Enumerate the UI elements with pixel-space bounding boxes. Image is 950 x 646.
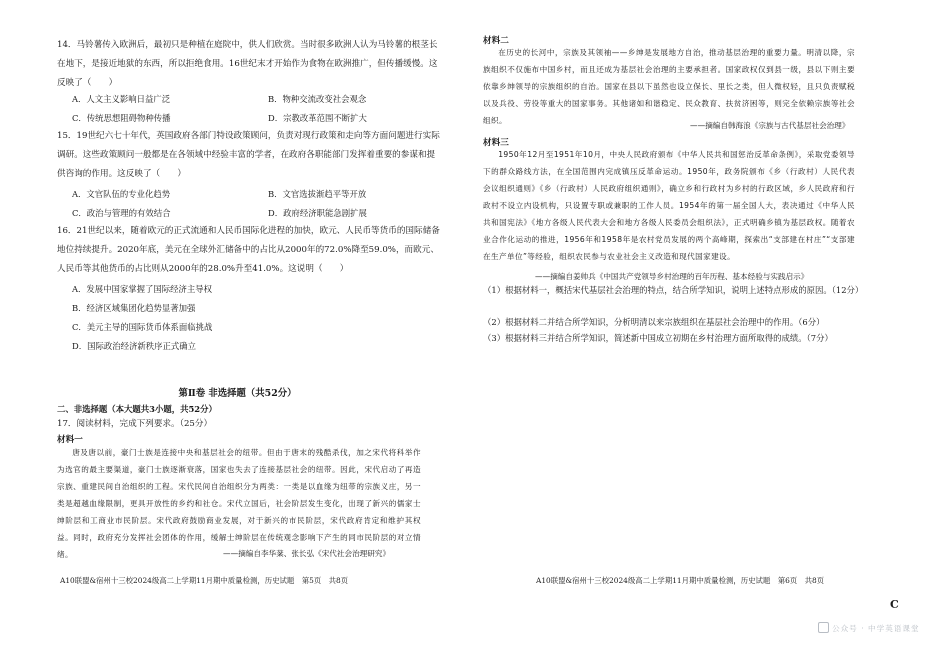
page-5-footer: A10联盟&宿州十三校2024级高二上学期11月期中质量检测，历史试题 第5页 共8页 [60, 576, 349, 585]
corner-letter: C [890, 598, 899, 611]
question-16-option-d: D．国际政治经济新秩序正式确立 [72, 341, 196, 351]
question-15-stem: 15．19世纪六七十年代，英国政府各部门特设政策顾问，负责对现行政策和走向等方面问题进行实际调研。这些政策顾问一般都是在各领域中经验丰富的学者，在政府各职能部门发挥着重要的参谋和提供咨询的作用。这反映了（ ） [57, 131, 440, 179]
material-2-label: 材料二 [483, 36, 509, 46]
question-15-option-d: D．政府经济职能急剧扩展 [268, 208, 367, 218]
part-2-heading: 二、非选择题（本大题共3小题，共52分） [57, 404, 217, 414]
wechat-icon [818, 622, 829, 633]
material-3-source: ——摘编自姜帅兵《中国共产党领导乡村治理的百年历程、基本经验与实践启示》 [535, 272, 809, 281]
material-2-source: ——摘编自韩海浪《宗族与古代基层社会治理》 [690, 121, 850, 130]
page-6-footer: A10联盟&宿州十三校2024级高二上学期11月期中质量检测，历史试题 第6页 共8页 [536, 576, 825, 585]
question-16-option-b: B．经济区域集团化趋势显著加强 [72, 303, 196, 313]
question-17-stem: 17．阅读材料，完成下列要求。（25分） [57, 419, 213, 429]
watermark [818, 622, 920, 634]
question-14-stem: 14．马铃薯传入欧洲后，最初只是种植在庭院中，供人们欣赏。当时很多欧洲人认为马铃薯的根茎长在地下，是接近地狱的东西，所以拒绝食用。16世纪末才开始作为食物在欧洲推广，但传播缓慢。这反映了（ ） [57, 40, 438, 88]
watermark-text: 公众号 · 中学英语课堂 [832, 624, 920, 633]
sub-question-2: （2）根据材料二并结合所学知识，分析明清以来宗族组织在基层社会治理中的作用。（6分） [483, 317, 825, 327]
question-16-option-a: A．发展中国家掌握了国际经济主导权 [72, 284, 213, 294]
part-2-title: 第Ⅱ卷 非选择题（共52分） [178, 388, 297, 399]
question-14-option-b: B．物种交流改变社会观念 [268, 94, 367, 104]
material-1-text: 唐及唐以前，豪门士族是连接中央和基层社会的纽带。但由于唐末的残酷杀伐，加之宋代将科举作为选官的最主要渠道，豪门士族逐渐衰落，国家也失去了连接基层社会的纽带。因此，宋代启动了再造宗族、重建民间自治组织的工程。宋代民间自治组织分为两类：一类是以血缘为纽带的宗族义庄，另一类是超越血缘限制，更具开放性的乡约和社仓。宋代立国后，社会阶层发生变化，出现了新兴的儒家士绅阶层和工商业市民阶层。宋代政府鼓励商业发展，对于新兴的市民阶层，宋代政府肯定和维护其权益。同时，政府充分发挥社会团体的作用，缓解士绅阶层在传统观念影响下产生的同市民阶层的对立情绪。 [57, 448, 421, 559]
sub-question-3: （3）根据材料三并结合所学知识，简述新中国成立初期在乡村治理方面所取得的成绩。（7分） [483, 333, 833, 343]
question-15-option-c: C．政治与管理的有效结合 [72, 208, 171, 218]
question-14-option-c: C．传统思想阻碍物种传播 [72, 113, 171, 123]
material-2-text: 在历史的长河中，宗族及其领袖——乡绅是发展地方自治，推动基层治理的重要力量。明清以降，宗族组织不仅施布中国乡村，而且还成为基层社会治理的主要承担者。国家政权仅到县一级，县以下则主要依靠乡绅领导的宗族组织的自治。国家在县以下虽然也设立保长、里长之类，但人微权轻，且只负责赋税以及兵役、劳役等重大的国家事务。其他诸如和谐稳定、民众教育、扶贫济困等，则完全依赖宗族等社会组织。 [483, 48, 855, 125]
question-14-option-d: D．宗教改革范围不断扩大 [268, 113, 367, 123]
question-15-option-a: A．文官队伍的专业化趋势 [72, 189, 171, 199]
material-1-label: 材料一 [57, 435, 83, 445]
material-3-label: 材料三 [483, 138, 509, 148]
question-15-option-b: B．文官选拔渐趋平等开放 [268, 189, 367, 199]
material-1-source: ——摘编自李华棻、张长弘《宋代社会治理研究》 [223, 549, 391, 558]
question-16-option-c: C．美元主导的国际货币体系面临挑战 [72, 322, 213, 332]
sub-question-1: （1）根据材料一，概括宋代基层社会治理的特点，结合所学知识，说明上述特点形成的原因。（12分） [483, 285, 864, 295]
material-3-text: 1950年12月至1951年10月，中央人民政府颁布《中华人民共和国惩治反革命条例》，采取党委领导下的群众路线方法，在全国范围内完成镇压反革命运动。1950年，政务院颁布《乡（行政村）人民代表会议组织通则》《乡（行政村）人民政府组织通则》，确立乡和行政村为乡村的行政区域，乡人民政府和行政村不设立内设机构，只设置专职或兼职的工作人员。1954年的第一届全国人大，表决通过《中华人民共和国宪法》《地方各级人民代表大会和地方各级人民委员会组织法》，正式明确乡镇为基层政权。随着农业合作化运动的推进，1956年和1958年是农村党员发展的两个高峰期，探索出“支部建在村庄”“支部建在生产单位”等经验，组织农民参与农业社会主义改造和现代国家建设。 [483, 150, 855, 261]
question-14-option-a: A．人文主义影响日益广泛 [72, 94, 171, 104]
question-16-stem: 16．21世纪以来，随着欧元的正式流通和人民币国际化进程的加快，欧元、人民币等货币的国际储备地位持续提升。2020年底，美元在全球外汇储备中的占比从2000年的72.0%降至59.0%，而欧元、人民币等其他货币的占比则从2000年的28.0%升至41.0%。这说明（ ） [57, 226, 440, 274]
